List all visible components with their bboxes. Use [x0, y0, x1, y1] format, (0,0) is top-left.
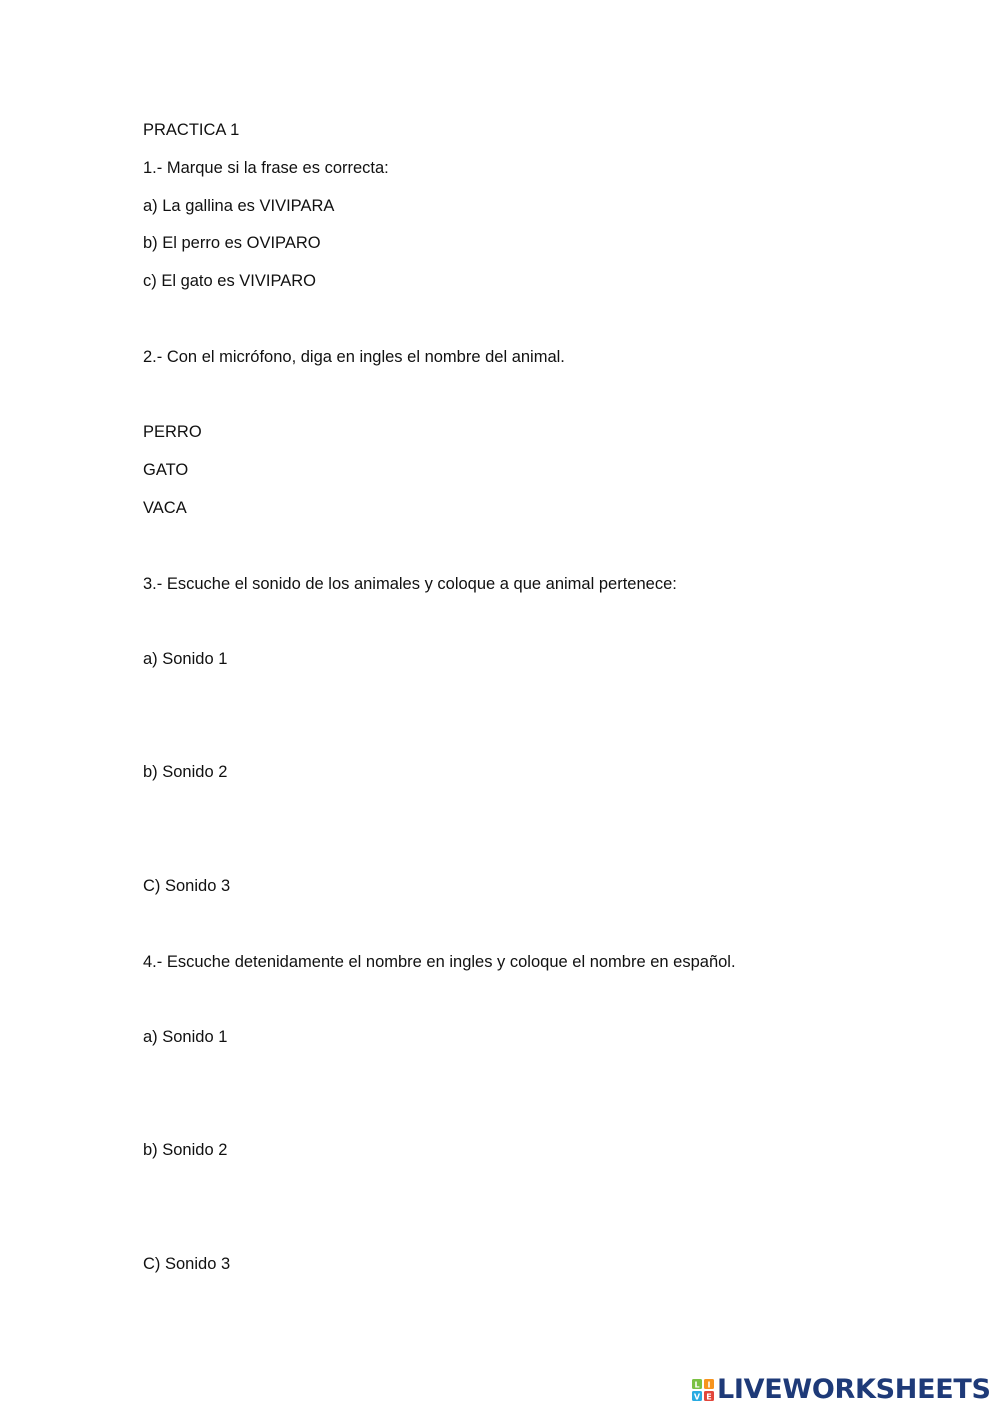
q2-item-gato: GATO: [143, 461, 189, 479]
svg-text:E: E: [706, 1392, 712, 1401]
q4-item-b: b) Sonido 2: [143, 1141, 228, 1159]
svg-text:V: V: [693, 1392, 701, 1401]
q1-item-b: b) El perro es OVIPARO: [143, 234, 321, 252]
q3-item-c: C) Sonido 3: [143, 877, 231, 895]
liveworksheets-logo-text: LIVEWORKSHEETS: [717, 1374, 991, 1405]
q1-item-a: a) La gallina es VIVIPARA: [143, 197, 335, 215]
q4-item-c: C) Sonido 3: [143, 1255, 231, 1273]
q3-item-b: b) Sonido 2: [143, 763, 228, 781]
q1-item-c: c) El gato es VIVIPARO: [143, 272, 317, 290]
q2-item-perro: PERRO: [143, 423, 202, 441]
question-4: 4.- Escuche detenidamente el nombre en ingles y coloque el nombre en español.: [143, 953, 736, 971]
q4-item-a: a) Sonido 1: [143, 1028, 228, 1046]
svg-text:L: L: [694, 1380, 700, 1390]
q2-item-vaca: VACA: [143, 499, 187, 517]
q3-item-a: a) Sonido 1: [143, 650, 228, 668]
liveworksheets-logo: [692, 1374, 991, 1406]
page-title: PRACTICA 1: [143, 121, 240, 139]
liveworksheets-logo-icon: [692, 1379, 714, 1401]
question-2: 2.- Con el micrófono, diga en ingles el nombre del animal.: [143, 348, 565, 366]
question-3: 3.- Escuche el sonido de los animales y coloque a que animal pertenece:: [143, 575, 677, 593]
question-1: 1.- Marque si la frase es correcta:: [143, 159, 389, 177]
svg-text:I: I: [707, 1380, 711, 1390]
